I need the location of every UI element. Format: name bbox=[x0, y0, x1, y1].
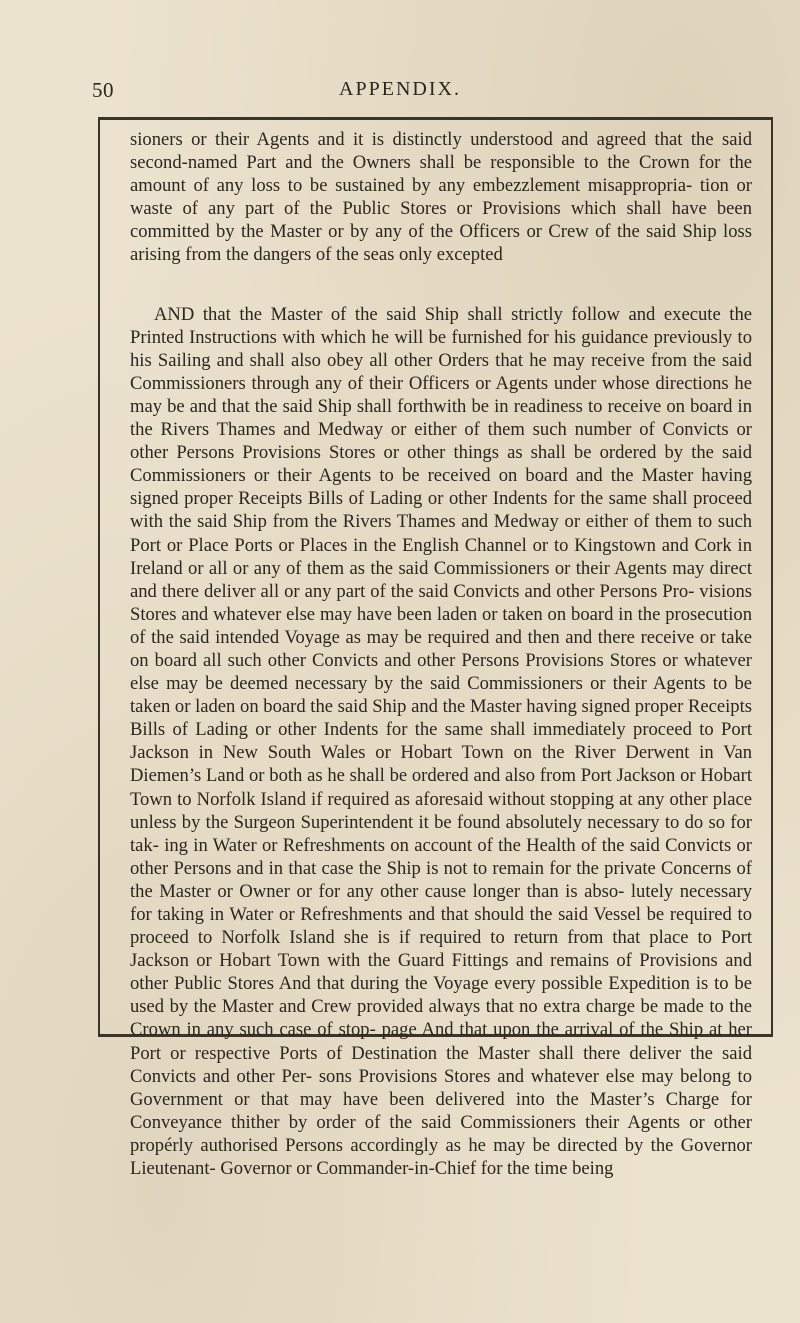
document-body bbox=[130, 128, 752, 1180]
running-title: APPENDIX. bbox=[339, 78, 461, 100]
page-number: 50 bbox=[92, 78, 114, 102]
page-header bbox=[0, 78, 800, 108]
paragraph-master-instructions: AND that the Master of the said Ship shall strictly follow and execute the Printed Instructions with which he will be furnished for his guidance previously to his Sailing and shall also obey all other Orders that he may receive from the said Commissioners through any of their Officers or Agents under whose directions he may be and that the said Ship shall forthwith be in readiness to receive on board in the Rivers Thames and Medway or either of them such number of Convicts or other Persons Provisions Stores or other things as shall be ordered by the said Commissioners or their Agents to be received on board and the Master having signed proper Receipts Bills of Lading or other Indents for the same shall proceed with the said Ship from the Rivers Thames and Medway or either of them to such Port or Place Ports or Places in the English Channel or to Kingstown and Cork in Ireland or all or any of them as the said Commissioners or their Agents may direct and there deliver all or any part of the said Convicts and other Persons Pro- visions Stores and whatever else may have been laden or taken on board in the prosecution of the said intended Voyage as may be required and then and there receive or take on board all such other Convicts and other Persons Provisions Stores or whatever else may be deemed necessary by the said Commissioners or their Agents to be taken or laden on board the said Ship and the Master having signed proper Receipts Bills of Lading or other Indents for the same shall immediately proceed to Port Jackson in New South Wales or Hobart Town on the River Derwent in Van Diemen’s Land or both as he shall be ordered and also from Port Jackson or Hobart Town to Norfolk Island if required as aforesaid without stopping at any other place unless by the Surgeon Superintendent it be found absolutely necessary to do so for tak- ing in Water or Refreshments on account of the Health of the said Convicts or other Persons and in that case the Ship is not to remain for the private Concerns of the Master or Owner or for any other cause longer than is abso- lutely necessary for taking in Water or Refreshments and that should the said Vessel be required to proceed to Norfolk Island she is if required to return from that place to Port Jackson or Hobart Town with the Guard Fittings and remains of Provisions and other Public Stores And that during the Voyage every possible Expedition is to be used by the Master and Crew provided always that no extra charge be made to the Crown in any such case of stop- page And that upon the arrival of the Ship at her Port or respective Ports of Destination the Master shall there deliver the said Convicts and other Per- sons Provisions Stores and whatever else may belong to Government or that may have been delivered into the Master’s Charge for Conveyance thither by order of the said Commissioners their Agents or other propérly authorised Persons accordingly as he may be directed by the Governor Lieutenant- Governor or Commander-in-Chief for the time being bbox=[130, 303, 752, 1180]
paragraph-continuation: sioners or their Agents and it is distinctly understood and agreed that the said second-named Part and the Owners shall be responsible to the Crown for the amount of any loss to be sustained by any embezzlement misappropria- tion or waste of any part of the Public Stores or Provisions which shall have been committed by the Master or by any of the Officers or Crew of the said Ship loss arising from the dangers of the seas only excepted bbox=[130, 129, 752, 266]
